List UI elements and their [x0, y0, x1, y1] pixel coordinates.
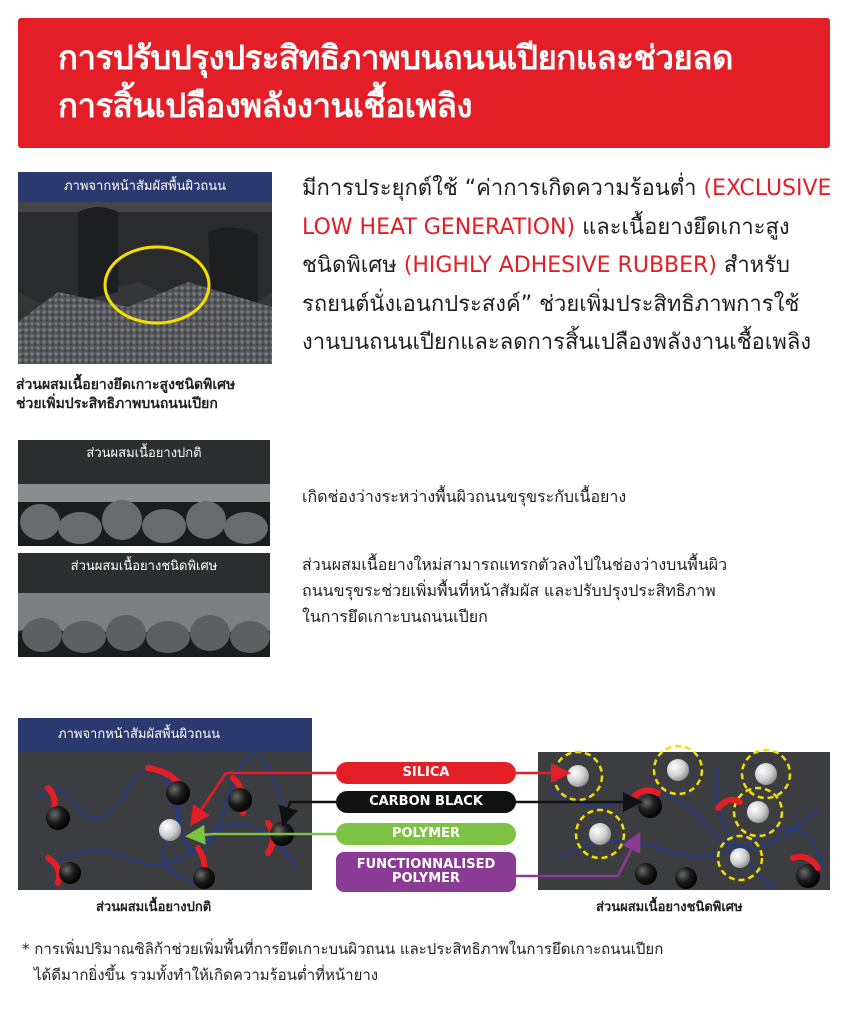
normal-compound-caption: ส่วนผสมเนื้อยางปกติ	[96, 900, 212, 915]
compound-diagram	[18, 718, 830, 914]
title-line-2: การสิ้นเปลืองพลังงานเชื้อเพลิง	[58, 86, 472, 125]
photo-caption-line-2: ช่วยเพิ่มประสิทธิภาพบนถนนเปียก	[16, 396, 218, 412]
road-contact-header: ภาพจากหน้าสัมผัสพื้นผิวถนน	[18, 172, 272, 202]
title-line-1: การปรับปรุงประสิทธิภาพบนถนนเปียกและช่วยลด	[58, 38, 733, 77]
functional-polymer-label-line-2: POLYMER	[391, 871, 461, 886]
fill-paragraph	[302, 552, 842, 630]
normal-compound-panel	[18, 440, 270, 546]
gap-paragraph: เกิดช่องว่างระหว่างพื้นผิวถนนขรุขระกับเนื้อยาง	[302, 487, 627, 506]
description-highlight-1: (EXCLUSIVE LOW HEAT GENERATION)	[302, 176, 832, 240]
special-compound-caption: ส่วนผสมเนื้อยางชนิดพิเศษ	[596, 900, 743, 915]
functional-polymer-label	[336, 852, 516, 892]
footnote	[22, 936, 832, 988]
description-seg-1: มีการประยุกต์ใช้ “ค่าการเกิดความร้อนต่ำ	[302, 176, 704, 201]
fill-paragraph-line-3: ในการยึดเกาะบนถนนเปียก	[302, 607, 488, 626]
polymer-label: POLYMER	[336, 823, 516, 845]
functional-polymer-label-line-1: FUNCTIONNALISED	[356, 857, 496, 872]
title-banner	[18, 18, 830, 148]
fill-paragraph-line-2: ถนนขรุขระช่วยเพิ่มพื้นที่หน้าสัมผัส และปรับปรุงประสิทธิภาพ	[302, 581, 716, 600]
fill-paragraph-line-1: ส่วนผสมเนื้อยางใหม่สามารถแทรกตัวลงไปในช่องว่างบนพื้นผิว	[302, 555, 728, 574]
description-seg-5: สำหรับรถยนต์นั่งเอนกประสงค์” ช่วยเพิ่มประสิทธิภาพการใช้งานบนถนนเปียกและลดการสิ้นเปลืองพลังงานเชื้อเพลิง	[302, 253, 812, 355]
photo-caption	[16, 376, 286, 414]
description-highlight-2: (HIGHLY ADHESIVE RUBBER)	[403, 253, 717, 278]
description-seg-3: และเนื้อยางยึดเกาะสูงชนิดพิเศษ	[302, 214, 790, 278]
silica-label: SILICA	[336, 762, 516, 784]
road-contact-photo	[18, 172, 272, 364]
footnote-line-1: * การเพิ่มปริมาณซิลิก้าช่วยเพิ่มพื้นที่การยึดเกาะบนผิวถนน และประสิทธิภาพในการยึดเกาะถนนเปียก	[22, 940, 664, 958]
special-compound-panel	[18, 553, 270, 657]
carbon-black-label: CARBON BLACK	[336, 791, 516, 813]
description-text	[302, 170, 832, 363]
special-compound-diagram	[538, 746, 830, 890]
diagram-header: ภาพจากหน้าสัมผัสพื้นผิวถนน	[18, 718, 312, 752]
normal-compound-header: ส่วนผสมเนื้อยางปกติ	[86, 446, 202, 461]
footnote-line-2: ได้ดีมากยิ่งขึ้น รวมทั้งทำให้เกิดความร้อนต่ำที่หน้ายาง	[34, 966, 379, 984]
special-compound-header: ส่วนผสมเนื้อยางชนิดพิเศษ	[70, 559, 218, 574]
photo-caption-line-1: ส่วนผสมเนื้อยางยึดเกาะสูงชนิดพิเศษ	[16, 377, 236, 393]
